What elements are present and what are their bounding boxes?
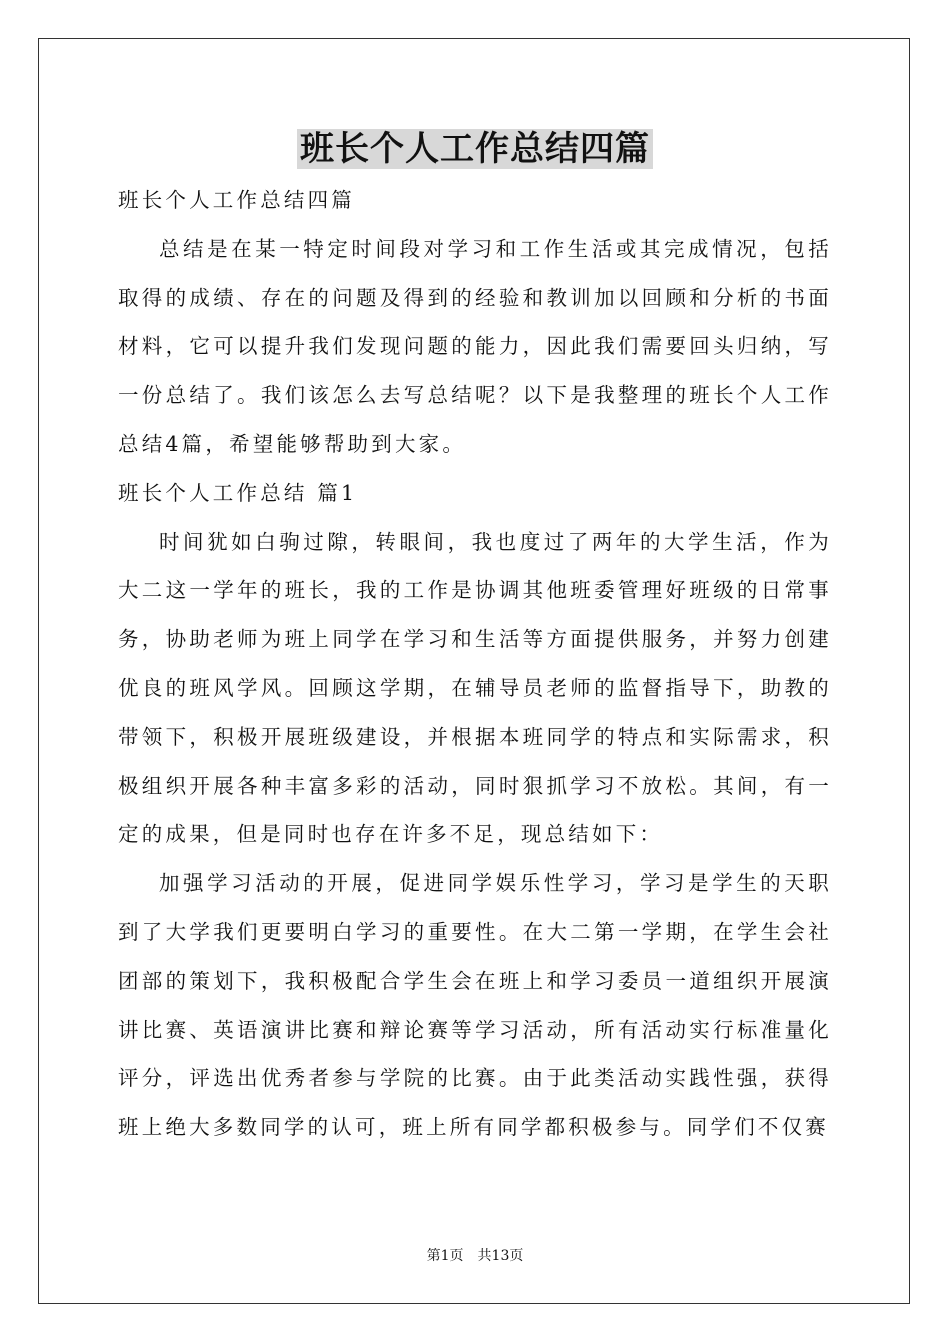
section-heading: 班长个人工作总结 篇1 [118,480,358,505]
document-title [0,126,950,172]
body-paragraph: 时间犹如白驹过隙，转眼间，我也度过了两年的大学生活，作为大二这一学年的班长，我的工作是协调其他班委管理好班级的日常事务，协助老师为班上同学在学习和生活等方面提供服务，并努力创建优良的班风学风。回顾这学期，在辅导员老师的监督指导下，助教的带领下，积极开展班级建设，并根据本班同学的特点和实际需求，积极组织开展各种丰富多彩的活动，同时狠抓学习不放松。其间，有一定的成果，但是同时也存在许多不足，现总结如下： [118,529,832,847]
document-title-text: 班长个人工作总结四篇 [297,129,653,169]
page-footer: 第1页 共13页 [426,1248,524,1264]
subtitle-paragraph: 班长个人工作总结四篇 [118,188,355,212]
document-body [118,176,832,1152]
intro-paragraph: 总结是在某一特定时间段对学习和工作生活或其完成情况，包括取得的成绩、存在的问题及得到的经验和教训加以回顾和分析的书面材料，它可以提升我们发现问题的能力，因此我们需要回头归纳，写一份总结了。我们该怎么去写总结呢？以下是我整理的班长个人工作总结4篇，希望能够帮助到大家。 [118,236,832,456]
body-paragraph: 加强学习活动的开展，促进同学娱乐性学习，学习是学生的天职到了大学我们更要明白学习的重要性。在大二第一学期，在学生会社团部的策划下，我积极配合学生会在班上和学习委员一道组织开展演讲比赛、英语演讲比赛和辩论赛等学习活动，所有活动实行标准量化评分，评选出优秀者参与学院的比赛。由于此类活动实践性强，获得班上绝大多数同学的认可，班上所有同学都积极参与。同学们不仅赛 [118,871,832,1140]
